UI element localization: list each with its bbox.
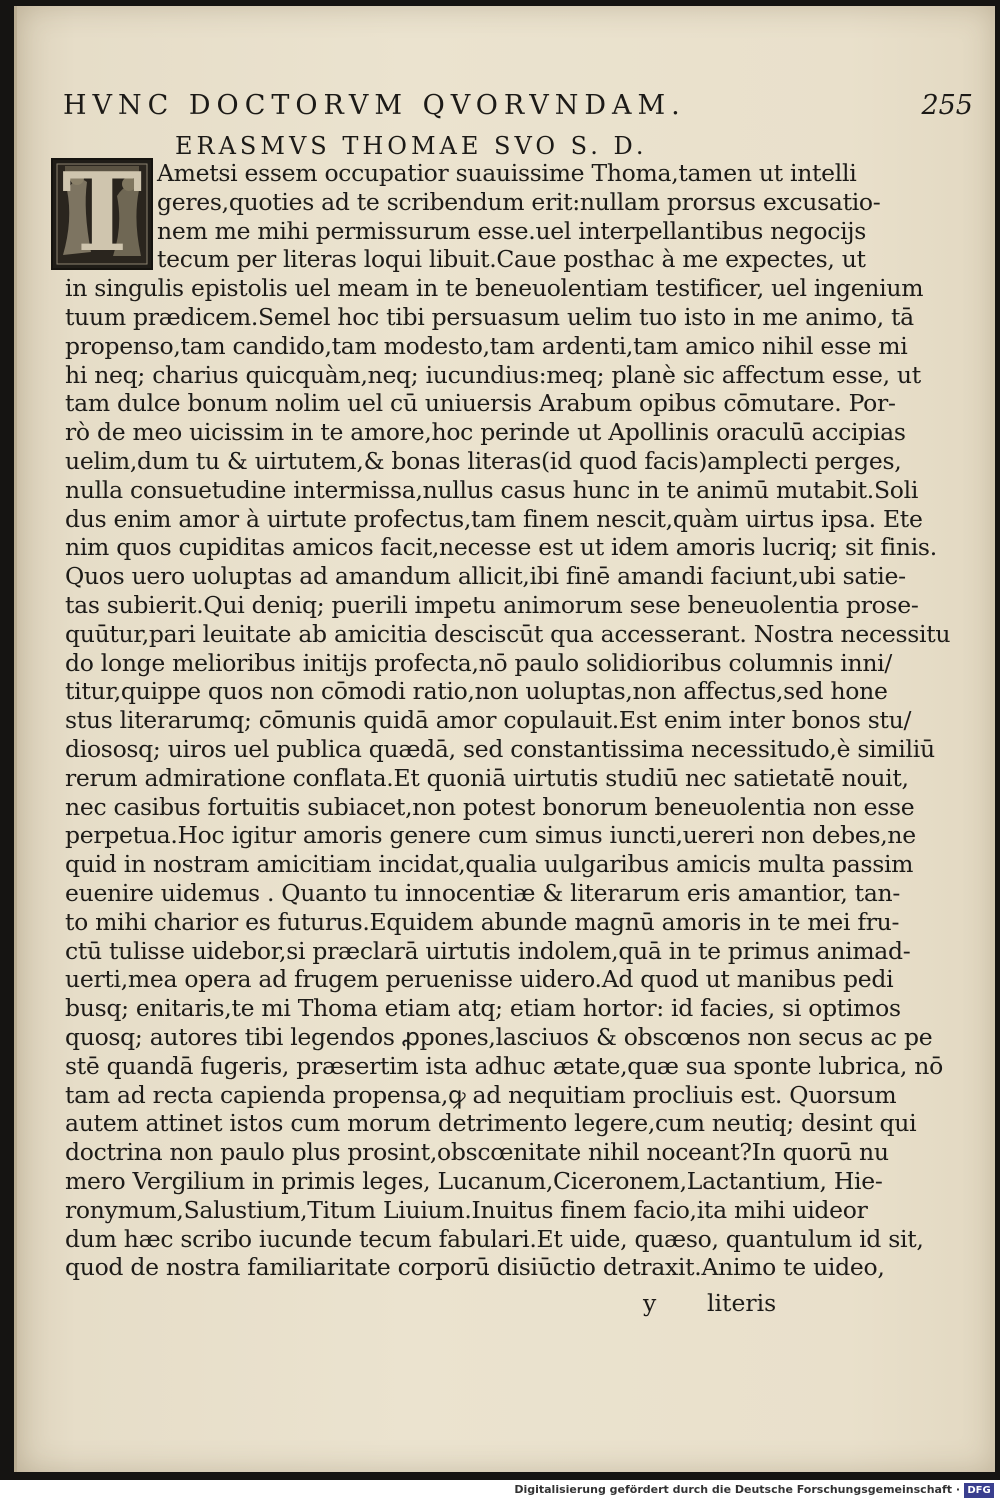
- text-line: Quos uero uoluptas ad amandum allicit,ibi finē amandi faciunt,ubi satie-: [65, 562, 906, 591]
- text-line: quūtur,pari leuitate ab amicitia desciscūt qua accesserant. Nostra necessitu: [65, 619, 951, 648]
- signature-mark: y: [643, 1289, 657, 1317]
- text-line: in singulis epistolis uel meam in te beneuolentiam testificer, uel ingenium: [65, 274, 924, 303]
- text-line: tecum per literas loqui libuit.Caue posthac à me expectes, ut: [157, 245, 866, 274]
- running-head: [63, 90, 973, 126]
- text-line: uerti,mea opera ad frugem peruenisse uidero.Ad quod ut manibus pedi: [65, 965, 894, 994]
- text-line: quod de nostra familiaritate corporū disiūctio detraxit.Animo te uideo,: [65, 1253, 885, 1282]
- dfg-logo: DFG: [964, 1483, 994, 1498]
- text-line: uelim,dum tu & uirtutem,& bonas literas(id quod facis)amplecti perges,: [65, 447, 902, 475]
- text-line: diososq; uiros uel publica quædā, sed constantissima necessitudo,è similiū: [65, 735, 935, 763]
- text-line: nec casibus fortuitis subiacet,non potest bonorum beneuolentia non esse: [65, 792, 915, 821]
- text-line: doctrina non paulo plus prosint,obscœnitate nihil noceant?In quorū nu: [65, 1138, 889, 1167]
- text-line: titur,quippe quos non cōmodi ratio,non uoluptas,non affectus,sed hone: [65, 677, 888, 706]
- text-line: mero Vergilium in primis leges, Lucanum,Ciceronem,Lactantium, Hie-: [65, 1167, 883, 1195]
- text-line: do longe melioribus initijs profecta,nō paulo solidioribus columnis inni/: [65, 648, 892, 677]
- running-title: HVNC DOCTORVM QVORVNDAM.: [63, 90, 686, 121]
- catchword: literis: [707, 1289, 777, 1317]
- text-line: tas subierit.Qui deniq; puerili impetu animorum sese beneuolentia prose-: [65, 591, 919, 619]
- text-line: tam ad recta capienda propensa,ꝙ ad nequitiam procliuis est. Quorsum: [65, 1080, 897, 1109]
- text-line: to mihi charior es futurus.Equidem abunde magnū amoris in te mei fru-: [65, 907, 900, 936]
- text-line: busq; enitaris,te mi Thoma etiam atq; etiam hortor: id facies, si optimos: [65, 994, 901, 1023]
- text-line: nulla consuetudine intermissa,nullus casus hunc in te animū mutabit.Soli: [65, 475, 919, 504]
- text-line: autem attinet istos cum morum detrimento legere,cum neutiq; desint qui: [65, 1109, 917, 1138]
- page-number: 255: [921, 90, 973, 121]
- decorated-initial: [51, 158, 153, 270]
- text-line: nem me mihi permissurum esse.uel interpellantibus negocijs: [157, 216, 867, 245]
- text-line: rò de meo uicissim in te amore,hoc perinde ut Apollinis oraculū accipias: [65, 418, 906, 447]
- text-line: ronymum,Salustium,Titum Liuium.Inuitus finem facio,ita mihi uideor: [65, 1195, 868, 1224]
- funding-credit: Digitalisierung gefördert durch die Deutsche Forschungsgemeinschaft ·: [514, 1483, 960, 1496]
- text-line: propenso,tam candido,tam modesto,tam ardenti,tam amico nihil esse mi: [65, 331, 908, 360]
- text-line: dum hæc scribo iucunde tecum fabulari.Et uide, quæso, quantulum id sit,: [65, 1224, 924, 1253]
- text-line: ctū tulisse uidebor,si præclarā uirtutis indolem,quā in te primus animad-: [65, 936, 911, 965]
- digitization-footer: [0, 1480, 1000, 1503]
- text-line: rerum admiratione conflata.Et quoniā uirtutis studiū nec satietatē nouit,: [65, 763, 909, 792]
- text-line: quosq; autores tibi legendos ꝓpones,lasciuos & obscœnos non secus ac pe: [65, 1023, 933, 1051]
- letter-heading: ERASMVS THOMAE SVO S. D.: [175, 132, 648, 160]
- text-line: hi neq; charius quicquàm,neq; iucundius:meq; planè sic affectum esse, ut: [65, 360, 921, 389]
- initial-letter: T: [61, 158, 143, 270]
- text-line: geres,quoties ad te scribendum erit:nullam prorsus excusatio-: [157, 187, 881, 216]
- book-page: [14, 6, 995, 1472]
- text-line: perpetua.Hoc igitur amoris genere cum simus iuncti,uereri non debes,ne: [65, 821, 916, 850]
- text-line: tuum prædicem.Semel hoc tibi persuasum uelim tuo isto in me animo, tā: [65, 303, 914, 331]
- text-line: Ametsi essem occupatior suauissime Thoma,tamen ut intelli: [157, 159, 857, 187]
- text-line: stē quandā fugeris, præsertim ista adhuc ætate,quæ sua sponte lubrica, nō: [65, 1051, 943, 1080]
- text-line: stus literarumq; cōmunis quidā amor copulauit.Est enim inter bonos stu/: [65, 706, 912, 735]
- text-line: euenire uidemus . Quanto tu innocentiæ & literarum eris amantior, tan-: [65, 879, 901, 907]
- text-line: dus enim amor à uirtute profectus,tam finem nescit,quàm uirtus ipsa. Ete: [65, 504, 923, 533]
- text-line: nim quos cupiditas amicos facit,necesse est ut idem amoris lucriq; sit finis.: [65, 533, 937, 562]
- text-line: tam dulce bonum nolim uel cū uniuersis Arabum opibus cōmutare. Por-: [65, 389, 896, 418]
- text-line: quid in nostram amicitiam incidat,qualia uulgaribus amicis multa passim: [65, 850, 914, 879]
